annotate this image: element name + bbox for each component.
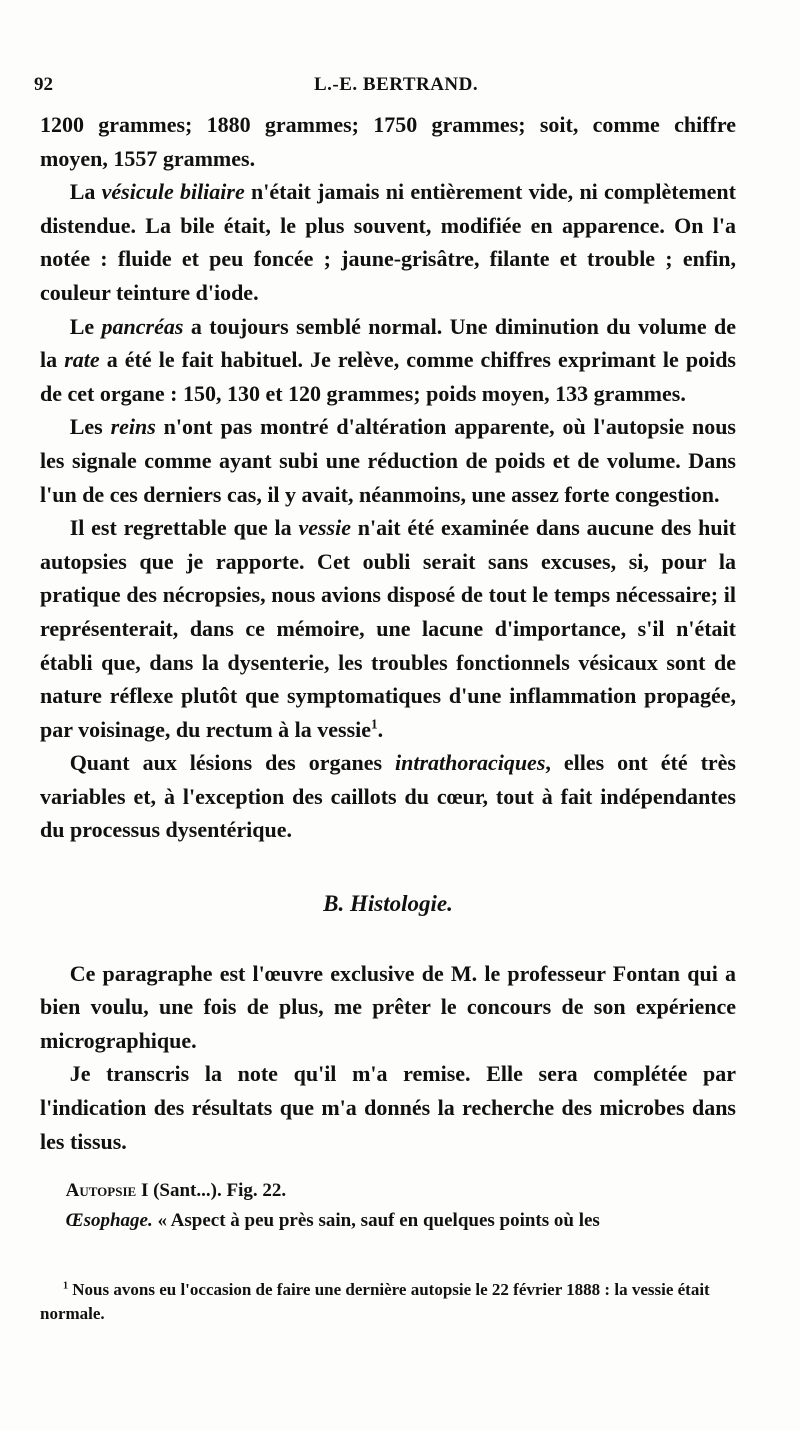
paragraph-intrathoraciques [40,746,736,847]
italic-term: pancréas [101,313,184,339]
text-run: La [69,179,102,205]
text-run: . [377,716,384,742]
page-number: 92 [34,74,53,95]
footnote-reference[interactable]: 1 [371,716,378,732]
paragraph-pancreas [40,310,736,411]
text-run: Les [69,414,111,440]
italic-term: rate [64,347,100,373]
running-head: L.-E. BERTRAND. [314,74,479,95]
text-run: a toujours semblé normal. Une diminution du volume de la [40,313,736,373]
autopsy-entry [40,1176,736,1236]
organ-name: Œsophage. [65,1210,153,1232]
paragraph-histologie-intro: Ce paragraphe est l'œuvre exclusive de M. le professeur Fontan qui a bien voulu, une fois de plus, me prêter le concours de son expérience micrographique. [40,960,736,1053]
text-run: Il est regrettable que la [69,515,299,541]
observation-quote: « Aspect à peu près sain, sauf en quelques points où les [152,1210,600,1232]
section-heading: B. Histologie. [323,891,453,917]
footnote-body: Nous avons eu l'occasion de faire une dernière autopsie le 22 février 1888 : la vessie était normale. [40,1280,710,1323]
footnote [40,1278,736,1326]
italic-term: reins [110,414,156,440]
main-text [40,108,736,1236]
text-run: n'ont pas montré d'altération apparente, où l'autopsie nous les signale comme ayant subi une réduction de poids et de volume. Dans l'un de ces derniers cas, il y avait, néanmoins, une assez forte congestion. [40,414,736,507]
text-run: Quant aux lésions des organes [69,750,396,776]
paragraph-vessie [40,511,736,746]
autopsy-label [40,1176,736,1206]
italic-term: intrathoraciques [395,750,546,776]
italic-term: vésicule biliaire [101,179,245,205]
paragraph-histologie-note: Je transcris la note qu'il m'a remise. Elle sera complétée par l'indication des résultats que m'a donnés la recherche des microbes dans les tissus. [40,1061,736,1154]
autopsy-label-rest: I (Sant...). Fig. 22. [136,1180,287,1202]
paragraph-continuation: 1200 grammes; 1880 grammes; 1750 grammes; soit, comme chiffre moyen, 1557 grammes. [40,112,736,171]
page-header [34,74,734,100]
footnote-mark: 1 [62,1280,69,1292]
text-run: n'était jamais ni entièrement vide, ni complètement distendue. La bile était, le plus souvent, modifiée en apparence. On l'a notée : fluide et peu foncée ; jaune-grisâtre, filante et trouble ; enfin, couleur teinture d'iode. [40,179,736,305]
text-run: Le [69,313,102,339]
text-run: a été le fait habituel. Je relève, comme chiffres exprimant le poids de cet organe : 150, 130 et 120 grammes; poids moyen, 133 grammes. [40,347,736,406]
text-run: n'ait été examinée dans aucune des huit autopsies que je rapporte. Cet oubli serait sans excuses, si, pour la pratique des nécropsies, nous avions disposé de tout le temps nécessaire; il représenterait, dans ce mémoire, une lacune d'importance, s'il n'était établi que, dans la dysenterie, les troubles fonctionnels vésicaux sont de nature réflexe plutôt que symptomatiques d'une inflammation propagée, par voisinage, du rectum à la vessie [40,515,737,742]
paragraph-reins [40,410,736,511]
paragraph-vesicule [40,175,736,309]
autopsy-label-word: Autopsie [65,1180,137,1202]
footnote-text [40,1278,736,1326]
autopsy-observation [40,1206,736,1236]
italic-term: vessie [298,515,351,541]
text-run: , elles ont été très variables et, à l'exception des caillots du cœur, tout à fait indépendantes du processus dysentérique. [40,750,736,843]
